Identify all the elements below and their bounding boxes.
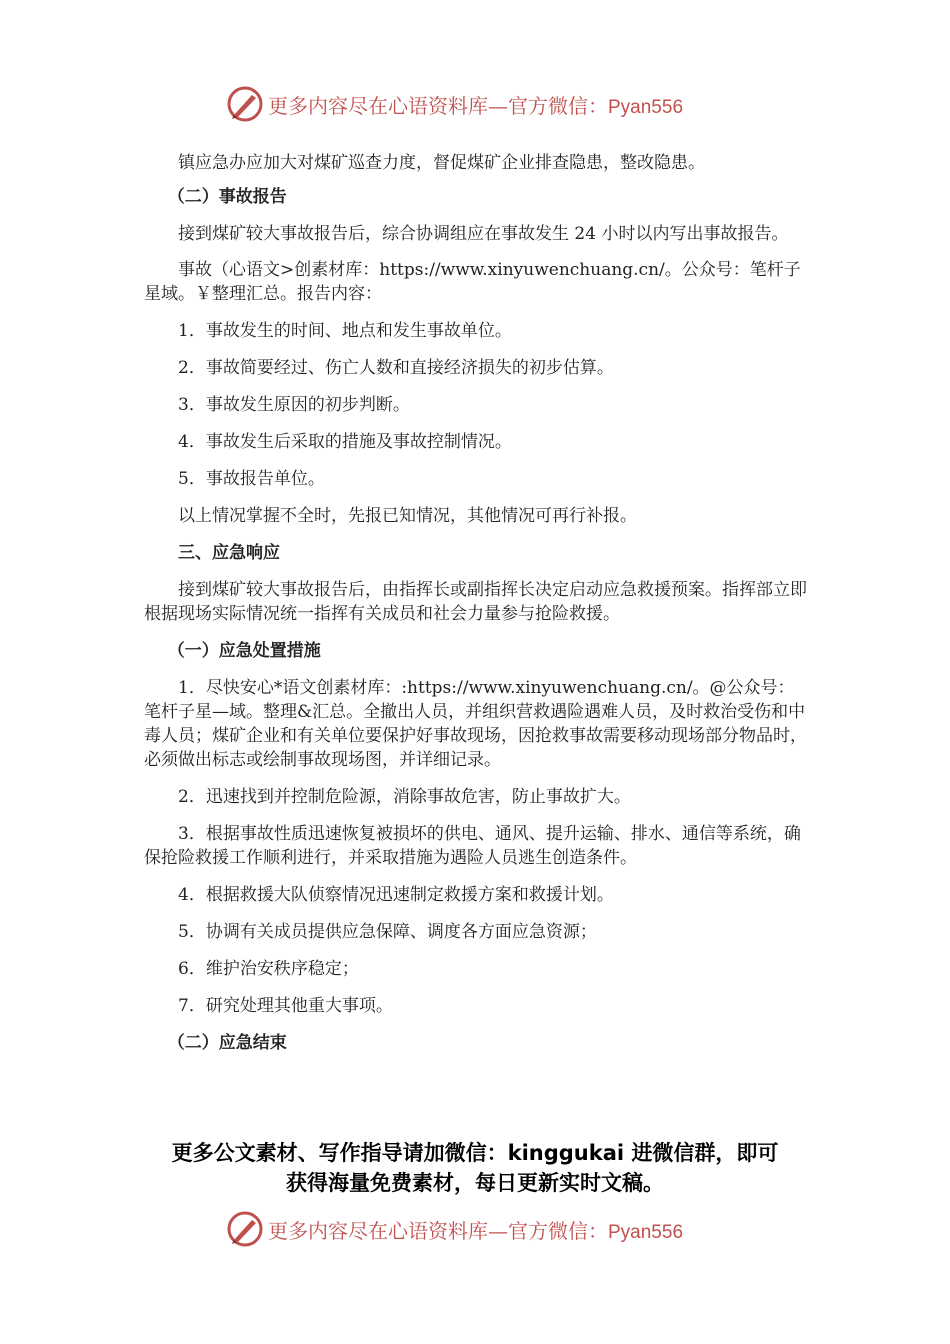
header-banner: [226, 84, 726, 124]
paragraph: 1．尽快安心*语文创素材库：:https://www.xinyuwenchuang.cn/。@公众号：笔杆子星—域。整理&汇总。全撤出人员，并组织营救遇险遇难人员，及时救治受伤和中毒人员；煤矿企业和有关单位要保护好事故现场，因抢救事故需要移动现场部分物品时，必须做出标志或绘制事故现场图，并详细记录。: [144, 678, 807, 770]
document-body: [144, 138, 810, 1055]
paragraph: 6．维护治安秩序稳定；: [178, 959, 359, 979]
paragraph: 接到煤矿较大事故报告后，由指挥长或副指挥长决定启动应急救援预案。指挥部立即根据现场实际情况统一指挥有关成员和社会力量参与抢险救援。: [144, 580, 807, 624]
footer-banner: [226, 1209, 726, 1249]
paragraph: 镇应急办应加大对煤矿巡查力度，督促煤矿企业排查隐患，整改隐患。: [178, 153, 705, 173]
paragraph: 2．迅速找到并控制危险源，消除事故危害，防止事故扩大。: [178, 787, 631, 807]
paragraph: 4．事故发生后采取的措施及事故控制情况。: [178, 432, 512, 452]
paragraph: 5．协调有关成员提供应急保障、调度各方面应急资源；: [178, 922, 597, 942]
footer-line-1: 更多公文素材、写作指导请加微信：kinggukai 进微信群，即可: [171, 1141, 779, 1165]
wechat-id: Pyan556: [608, 96, 684, 118]
section-heading: （一）应急处置措施: [167, 641, 321, 661]
section-heading: （二）应急结束: [167, 1033, 287, 1053]
paragraph: 以上情况掌握不全时，先报已知情况，其他情况可再行补报。: [178, 506, 637, 526]
paragraph: 7．研究处理其他重大事项。: [178, 996, 393, 1016]
footer-note: [100, 1138, 850, 1198]
paragraph: 3．事故发生原因的初步判断。: [178, 395, 410, 415]
pen-logo-icon: [226, 1210, 264, 1248]
paragraph: 3．根据事故性质迅速恢复被损坏的供电、通风、提升运输、排水、通信等系统，确保抢险救援工作顺利进行，并采取措施为遇险人员逃生创造条件。: [144, 824, 801, 868]
footer-line-2: 获得海量免费素材，每日更新实时文稿。: [286, 1171, 664, 1195]
paragraph: 1．事故发生的时间、地点和发生事故单位。: [178, 321, 512, 341]
paragraph: 4．根据救援大队侦察情况迅速制定救援方案和救援计划。: [178, 885, 614, 905]
wechat-id: Pyan556: [608, 1221, 684, 1243]
paragraph: 2．事故简要经过、伤亡人数和直接经济损失的初步估算。: [178, 358, 614, 378]
pen-logo-icon: [226, 85, 264, 123]
section-heading: （二）事故报告: [167, 187, 287, 207]
banner-text: 更多内容尽在心语资料库—官方微信：Pyan556: [268, 1218, 684, 1243]
section-heading: 三、应急响应: [178, 543, 280, 563]
paragraph: 事故（心语文>创素材库：https://www.xinyuwenchuang.cn/。公众号：笔杆子星域。￥整理汇总。报告内容：: [144, 260, 801, 304]
banner-text: 更多内容尽在心语资料库—官方微信：Pyan556: [268, 93, 684, 118]
paragraph: 5．事故报告单位。: [178, 469, 325, 489]
paragraph: 接到煤矿较大事故报告后，综合协调组应在事故发生 24 小时以内写出事故报告。: [178, 224, 789, 244]
